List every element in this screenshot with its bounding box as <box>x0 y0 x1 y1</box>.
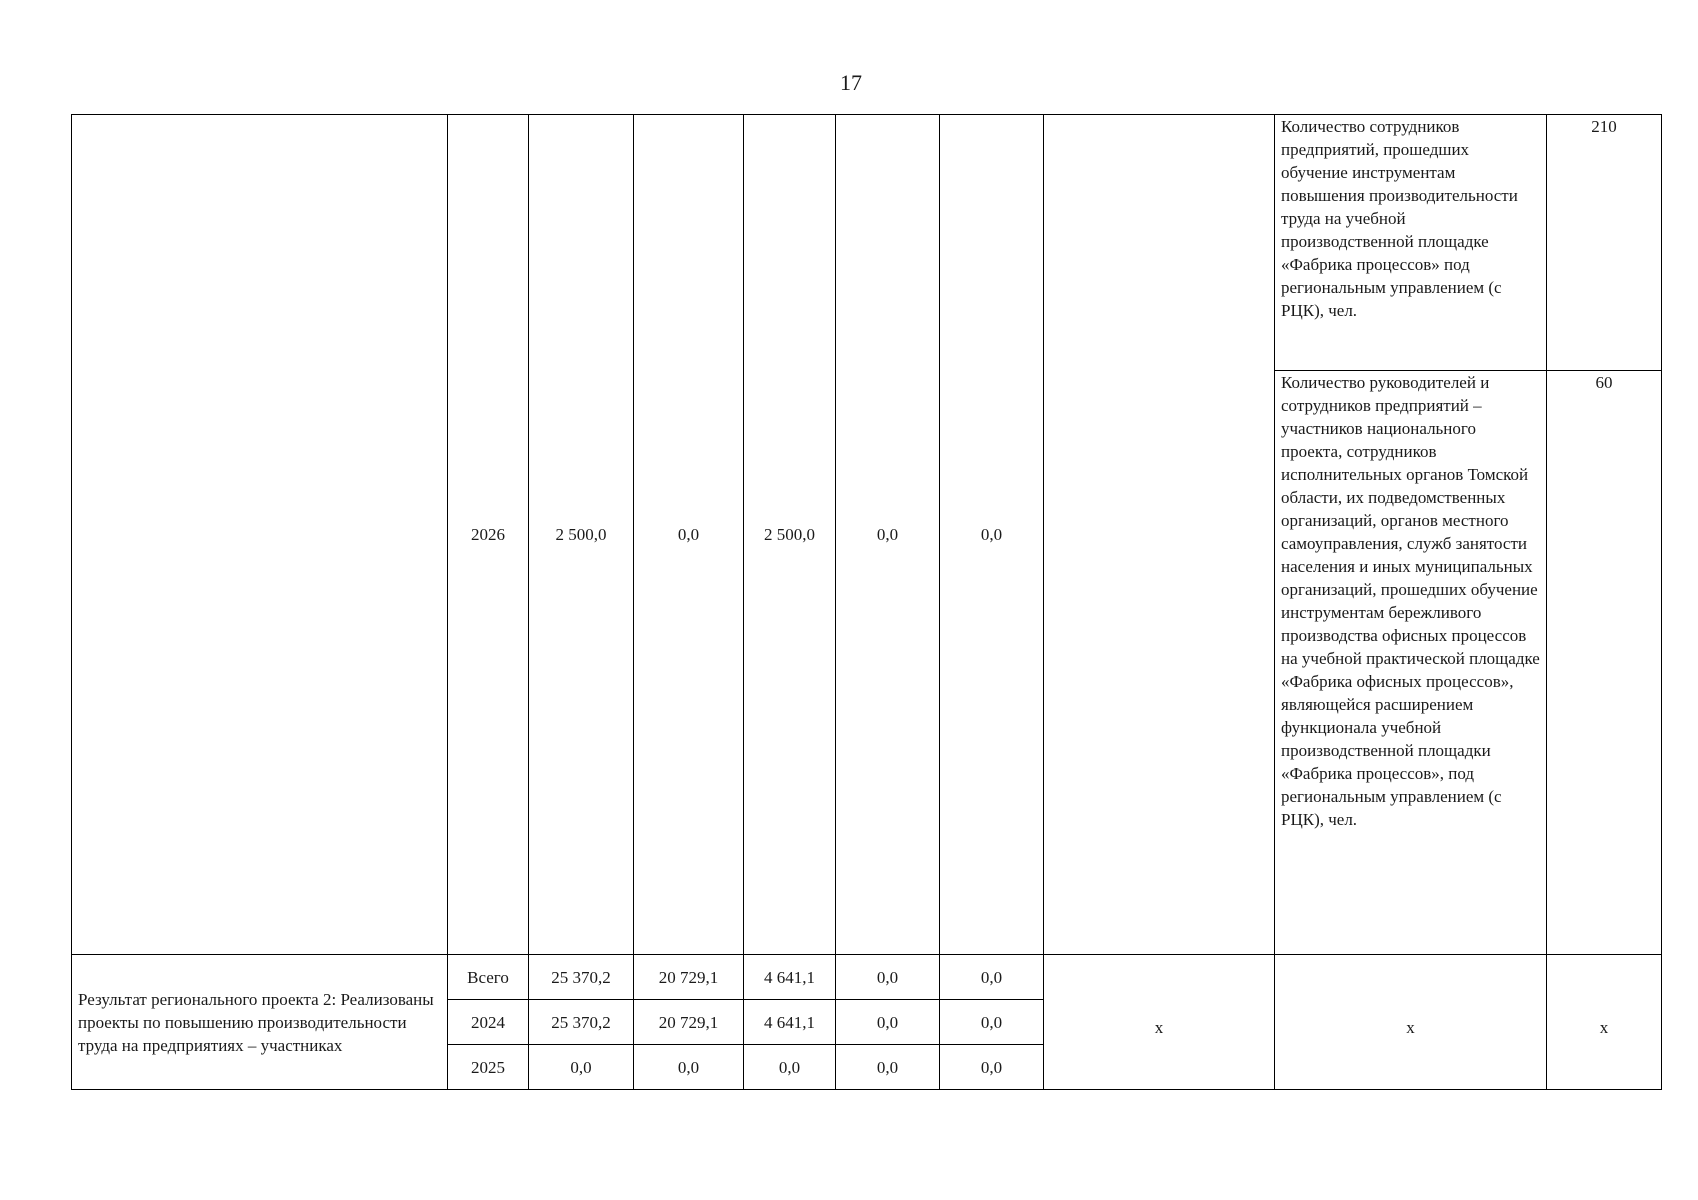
value-cell: 0,0 <box>836 115 940 955</box>
value-cell: 4 641,1 <box>744 955 836 1000</box>
page-number: 17 <box>840 70 862 95</box>
value-cell: 25 370,2 <box>529 955 634 1000</box>
value-cell: 0,0 <box>940 1000 1044 1045</box>
value-cell: 0,0 <box>940 1045 1044 1090</box>
year-cell: 2025 <box>448 1045 529 1090</box>
value-cell: 0,0 <box>836 1000 940 1045</box>
value-cell: 0,0 <box>634 1045 744 1090</box>
value-cell: 0,0 <box>836 955 940 1000</box>
value-cell: 2 500,0 <box>529 115 634 955</box>
indicator-text: Количество руководителей и сотрудников предприятий – участников национального проекта, сотрудников исполнительных органов Томской области, их подведомственных организаций, органов местного самоуправления, служб занятости населения и иных муниципальных организаций, прошедших обучение инструментам бережливого производства офисных процессов на учебной практической площадке «Фабрика офисных процессов», являющейся расширением функционала учебной производственной площадки «Фабрика процессов», под региональным управлением (с РЦК), чел. <box>1275 371 1547 955</box>
cross-mark: х <box>1044 955 1275 1090</box>
cross-mark: х <box>1275 955 1547 1090</box>
value-cell: 20 729,1 <box>634 1000 744 1045</box>
empty-cell <box>1044 115 1275 955</box>
year-cell: 2026 <box>448 115 529 955</box>
table-row <box>72 955 1662 1000</box>
indicator-text: Количество сотрудников предприятий, прошедших обучение инструментам повышения производительности труда на учебной производственной площадке «Фабрика процессов» под региональным управлением (с РЦК), чел. <box>1275 115 1547 371</box>
value-cell: 25 370,2 <box>529 1000 634 1045</box>
value-cell: 0,0 <box>529 1045 634 1090</box>
value-cell: 4 641,1 <box>744 1000 836 1045</box>
value-cell: 2 500,0 <box>744 115 836 955</box>
year-cell: 2024 <box>448 1000 529 1045</box>
value-cell: 0,0 <box>634 115 744 955</box>
value-cell: 0,0 <box>940 115 1044 955</box>
result-description: Результат регионального проекта 2: Реализованы проекты по повышению производительности труда на предприятиях – участниках <box>72 955 448 1090</box>
cross-mark: х <box>1547 955 1662 1090</box>
budget-table <box>71 114 1662 1090</box>
value-cell: 20 729,1 <box>634 955 744 1000</box>
indicator-value: 210 <box>1547 115 1662 371</box>
value-cell: 0,0 <box>836 1045 940 1090</box>
indicator-value: 60 <box>1547 371 1662 955</box>
value-cell: 0,0 <box>744 1045 836 1090</box>
value-cell: 0,0 <box>940 955 1044 1000</box>
description-cell-empty <box>72 115 448 955</box>
table-row <box>72 115 1662 371</box>
year-cell: Всего <box>448 955 529 1000</box>
